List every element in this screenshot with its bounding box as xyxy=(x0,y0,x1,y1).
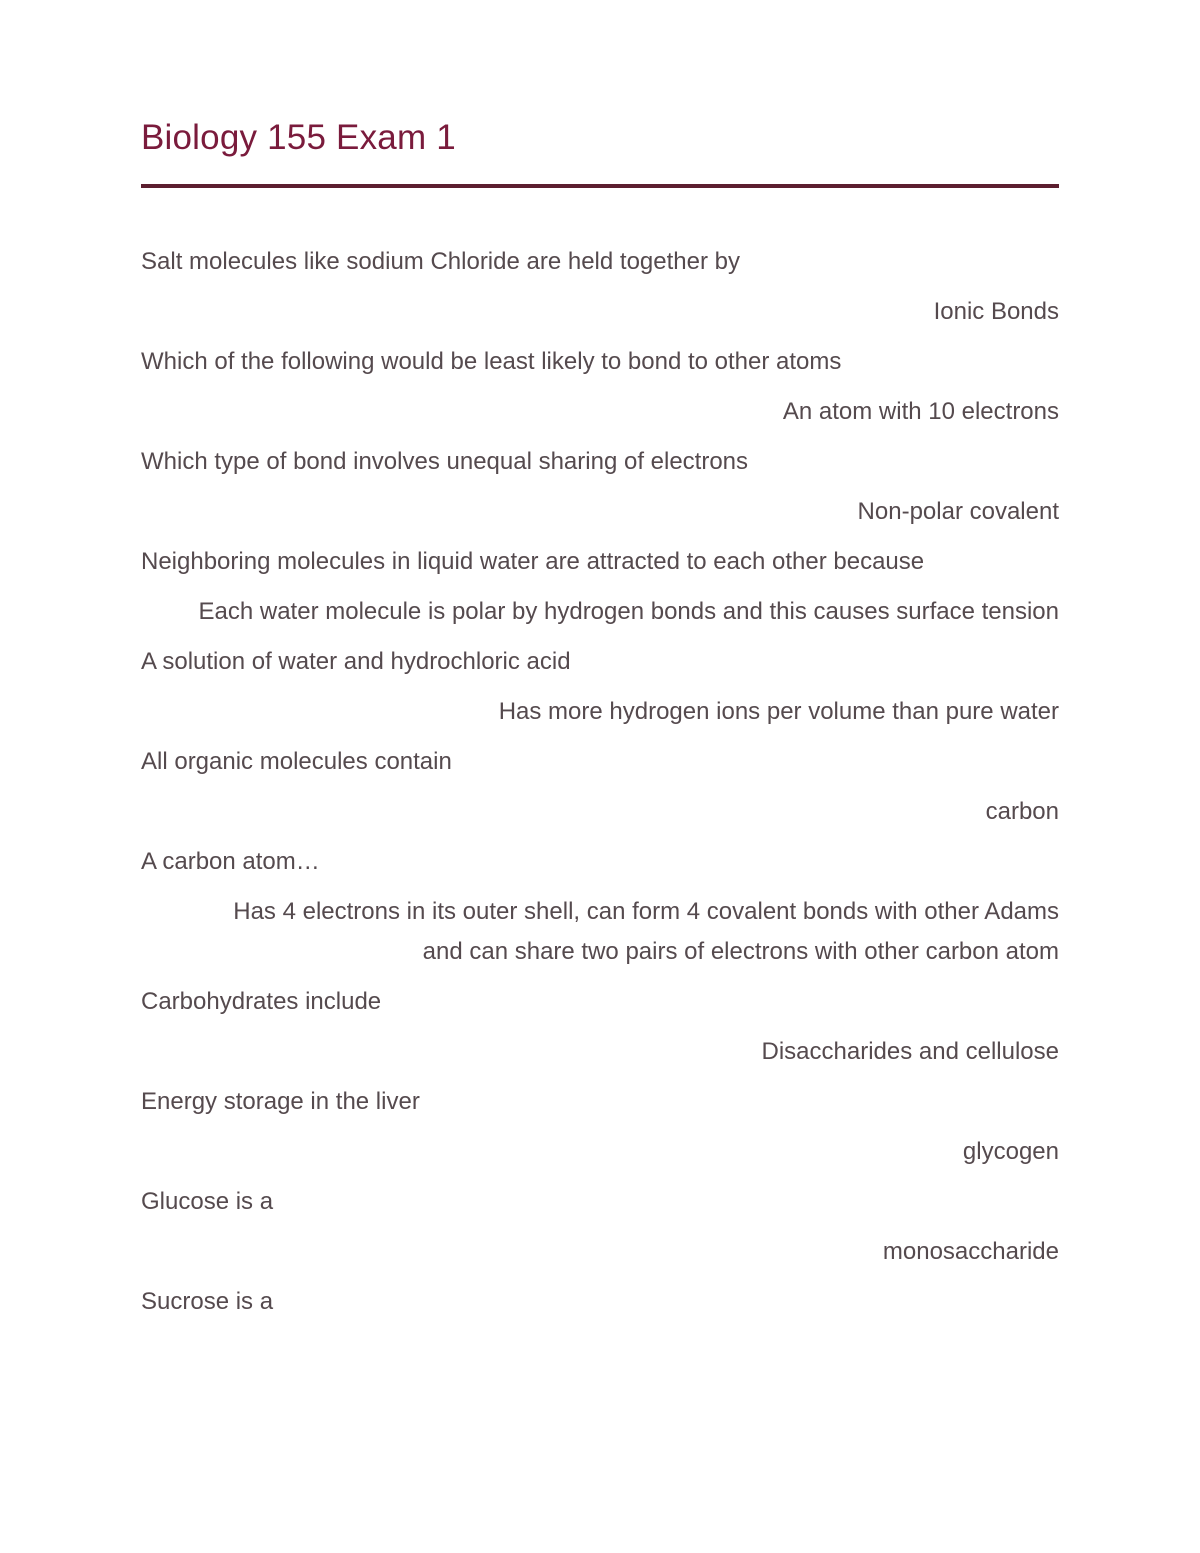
answer-7: Has 4 electrons in its outer shell, can form 4 covalent bonds with other Adams and can share two pairs of electrons with other carbon atom xyxy=(233,898,1059,965)
document-title: Biology 155 Exam 1 xyxy=(141,118,456,157)
answer-3: Non-polar covalent xyxy=(857,498,1059,525)
answer-4: Each water molecule is polar by hydrogen bonds and this causes surface tension xyxy=(198,598,1059,625)
answer-9: glycogen xyxy=(962,1138,1059,1165)
answer-10: monosaccharide xyxy=(882,1238,1059,1265)
question-1: Salt molecules like sodium Chloride are held together by xyxy=(141,248,740,275)
answer-2: An atom with 10 electrons xyxy=(782,398,1059,425)
question-6: All organic molecules contain xyxy=(141,748,452,775)
question-5: A solution of water and hydrochloric acid xyxy=(141,648,571,675)
question-11: Sucrose is a xyxy=(141,1288,274,1315)
question-8: Carbohydrates include xyxy=(141,988,382,1015)
answer-5: Has more hydrogen ions per volume than pure water xyxy=(498,698,1059,725)
question-3: Which type of bond involves unequal sharing of electrons xyxy=(141,448,749,475)
question-7: A carbon atom… xyxy=(141,848,320,875)
title-divider xyxy=(141,184,1059,188)
question-10: Glucose is a xyxy=(141,1188,274,1215)
question-4: Neighboring molecules in liquid water are attracted to each other because xyxy=(141,548,925,575)
answer-1: Ionic Bonds xyxy=(933,298,1059,325)
answer-8: Disaccharides and cellulose xyxy=(761,1038,1059,1065)
qa-list xyxy=(141,242,1059,1332)
answer-6: carbon xyxy=(985,798,1059,825)
question-2: Which of the following would be least likely to bond to other atoms xyxy=(141,348,842,375)
question-9: Energy storage in the liver xyxy=(141,1088,420,1115)
